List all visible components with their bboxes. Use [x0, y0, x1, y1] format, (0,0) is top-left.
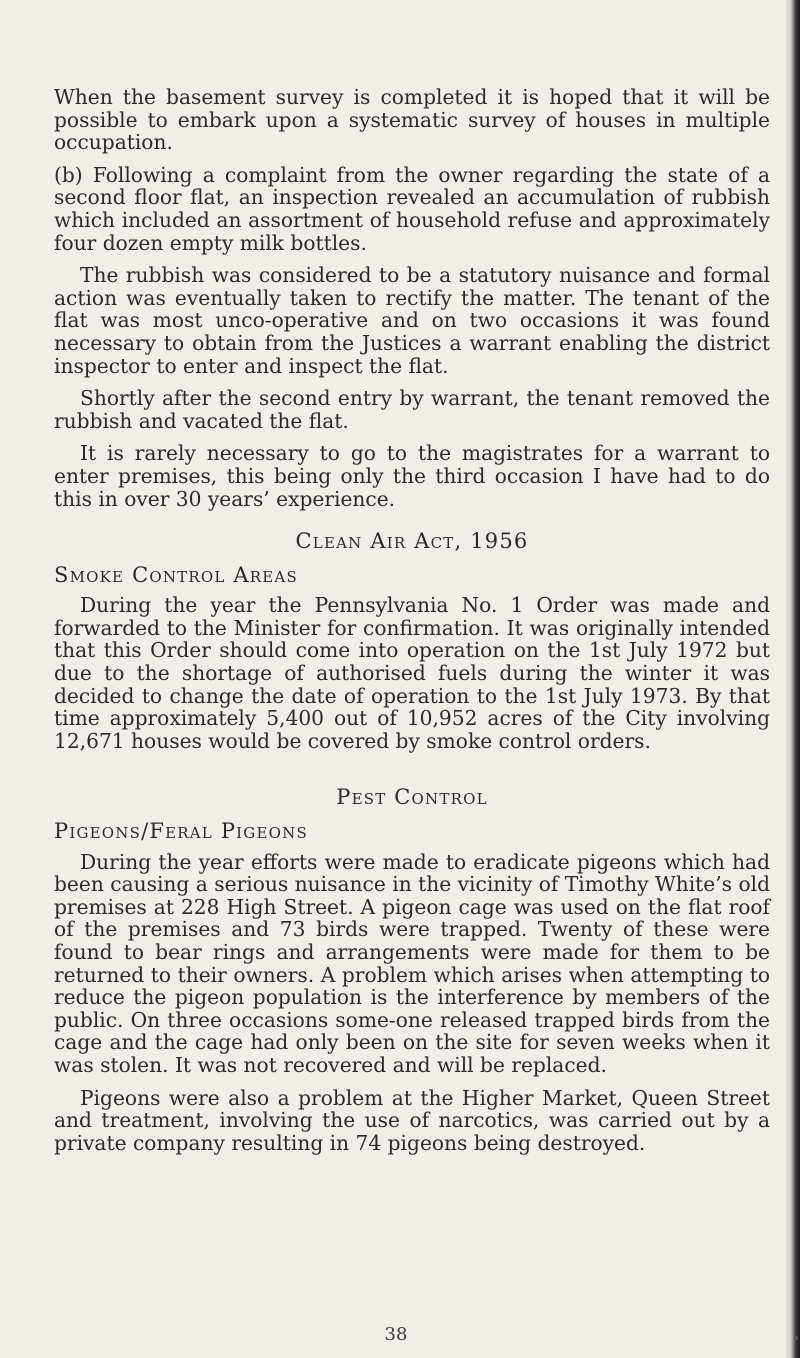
paragraph-statutory-nuisance: The rubbish was considered to be a statutory nuisance and formal action was eventually taken to rectify the matter. The tenant of the flat was most unco-operative and on two occasions it was found necessary to obtain from the Justices a warrant enabling the district inspector to enter and inspect the flat. [54, 263, 770, 378]
subheading-pigeons: Pigeons/Feral Pigeons [54, 819, 308, 844]
paragraph-warrant-rarity: It is rarely necessary to go to the magistrates for a warrant to enter premises, this being only the third occasion I have had to do this in over 30 years’ experience. [54, 441, 770, 511]
paragraph-complaint-b: (b) Following a complaint from the owner regarding the state of a second floor flat, an inspection revealed an accumulation of rubbish which included an assortment of household refuse and approximately four dozen empty milk bottles. [54, 162, 770, 255]
section-heading-pest-control: Pest Control [336, 785, 488, 810]
paragraph-higher-market: Pigeons were also a problem at the Higher Market, Queen Street and treatment, involving the use of narcotics, was carried out by a private company resulting in 74 pigeons being destroyed. [54, 1085, 770, 1155]
paragraph-pigeon-eradication: During the year efforts were made to eradicate pigeons which had been causing a serious nuisance in the vicinity of Timothy White’s old premises at 228 High Street. A pigeon cage was used on the flat roof of the premises and 73 birds were trapped. Twenty of these were found to bear rings and arrangements were made for them to be returned to their owners. A problem which arises when attempting to reduce the pigeon population is the interference by members of the public. On three occasions some-one released trapped birds from the cage and the cage had only been on the site for seven weeks when it was stolen. It was not recovered and will be replaced. [54, 849, 770, 1077]
page-edge-shadow [786, 0, 800, 1358]
page-body [54, 86, 770, 1164]
subheading-smoke-control-areas: Smoke Control Areas [54, 562, 298, 587]
paragraph-basement-survey: When the basement survey is completed it is hoped that it will be possible to embark upon a systematic survey of houses in multiple occupation. [54, 85, 770, 155]
paragraph-tenant-removed: Shortly after the second entry by warrant, the tenant removed the rubbish and vacated the flat. [54, 386, 770, 433]
section-heading-clean-air-act: Clean Air Act, 1956 [295, 529, 529, 554]
paragraph-pennsylvania-order: During the year the Pennsylvania No. 1 Order was made and forwarded to the Minister for confirmation. It was originally intended that this Order should come into operation on the 1st July 1972 but due to the shortage of authorised fuels during the winter it was decided to change the date of operation to the 1st July 1973. By that time approximately 5,400 out of 10,952 acres of the City involving 12,671 houses would be covered by smoke control orders. [54, 593, 770, 753]
scan-mark [794, 1336, 798, 1340]
page-number: 38 [384, 1324, 408, 1345]
